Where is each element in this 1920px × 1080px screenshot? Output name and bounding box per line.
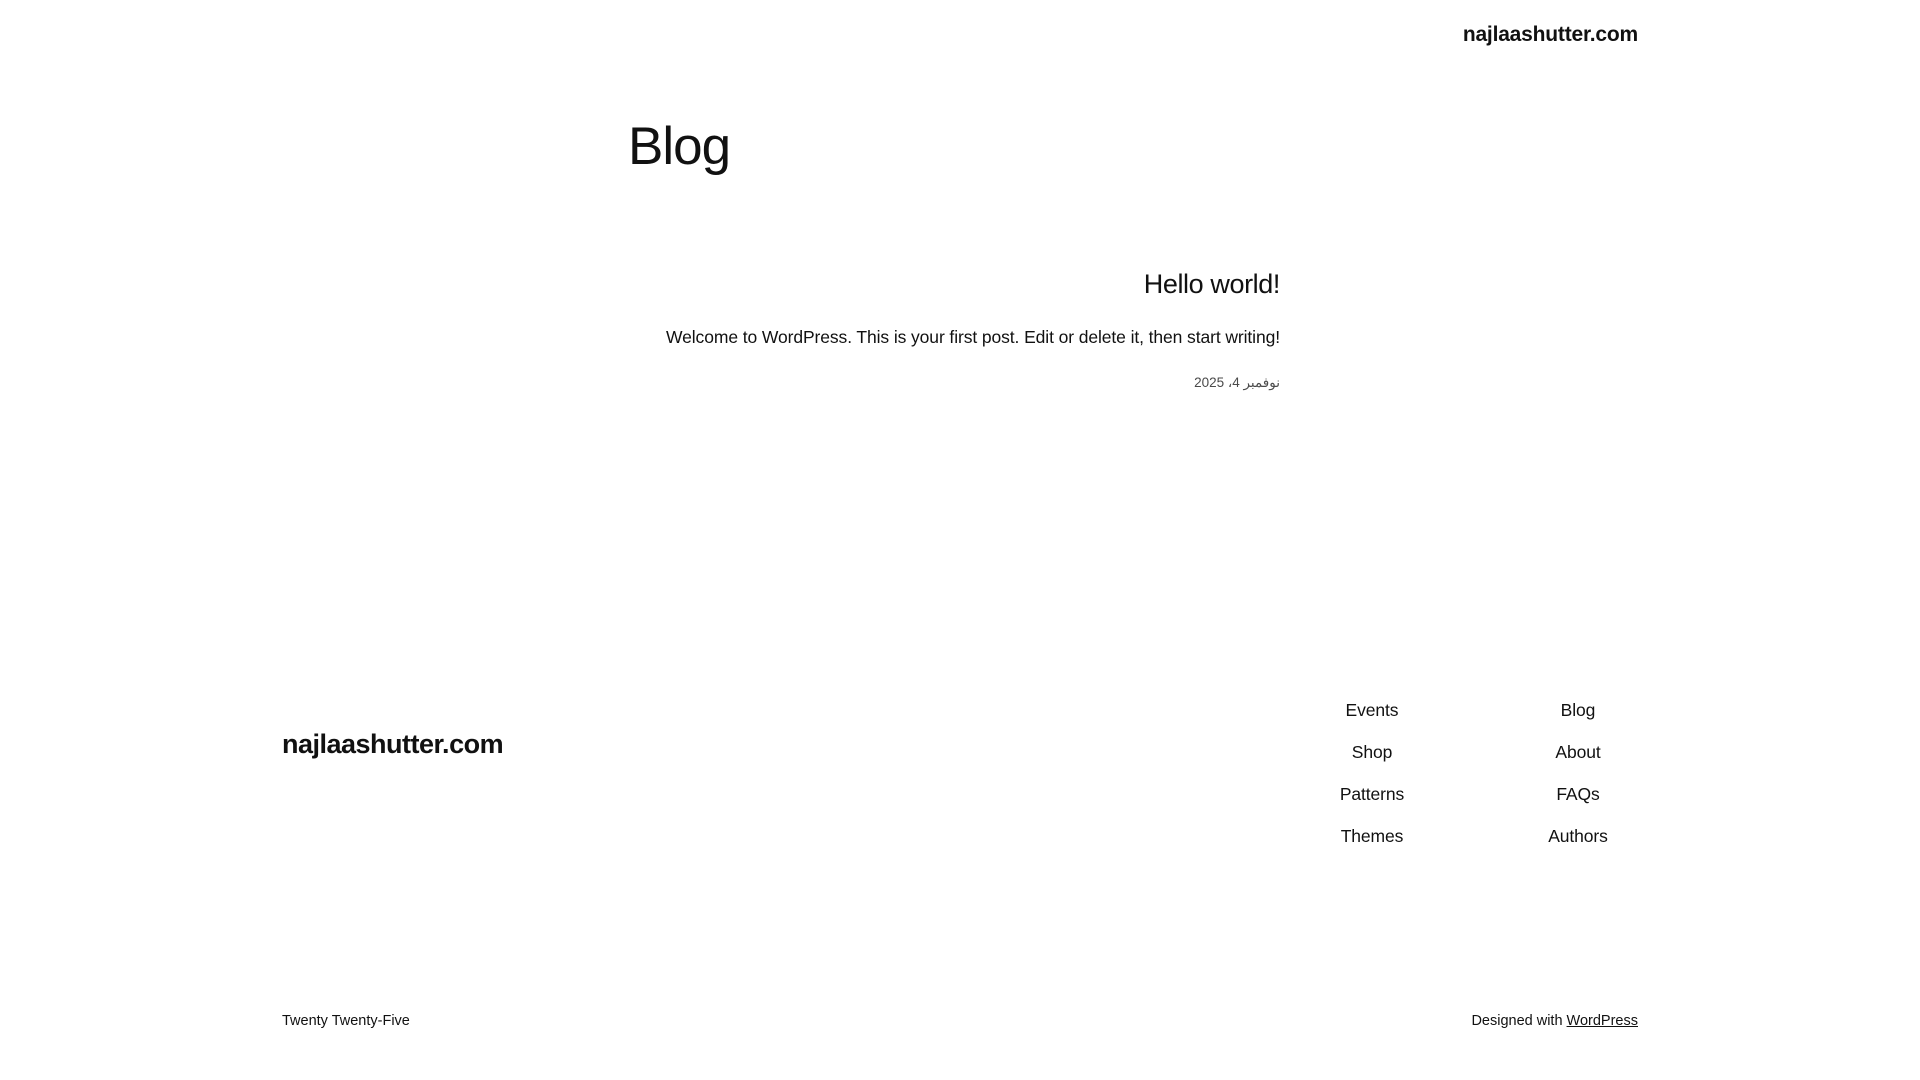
list-item — [1518, 700, 1638, 721]
footer-link-patterns[interactable]: Patterns — [1339, 784, 1405, 804]
footer-link-blog[interactable]: Blog — [1560, 700, 1596, 720]
footer-link-events[interactable]: Events — [1345, 700, 1399, 720]
footer-link-about[interactable]: About — [1555, 742, 1601, 762]
post-excerpt: !Welcome to WordPress. This is your first post. Edit or delete it, then start writing — [666, 327, 1280, 348]
post-item — [0, 267, 1280, 390]
footer-link-faqs[interactable]: FAQs — [1556, 784, 1600, 804]
footer-link-themes[interactable]: Themes — [1340, 826, 1404, 846]
page-title: Blog — [628, 117, 731, 176]
list-item — [1518, 784, 1638, 805]
footer-credit-text: Designed with — [1471, 1013, 1567, 1029]
list-item — [1312, 700, 1432, 721]
footer-navigation — [1312, 700, 1638, 868]
footer-nav-column-2 — [1312, 700, 1432, 868]
footer-theme-name: Twenty Twenty-Five — [282, 1013, 410, 1029]
footer-link-authors[interactable]: Authors — [1548, 826, 1608, 846]
list-item — [1518, 826, 1638, 847]
site-footer — [0, 700, 1920, 1029]
footer-top — [282, 700, 1638, 868]
footer-bottom — [282, 1013, 1638, 1029]
site-title-link[interactable]: najlaashutter.com — [1462, 23, 1638, 47]
post-list — [0, 267, 1920, 390]
list-item — [1312, 742, 1432, 763]
footer-nav-column-1 — [1518, 700, 1638, 868]
list-item — [1518, 742, 1638, 763]
site-header — [0, 0, 1920, 70]
post-date: نوفمبر 4، 2025 — [1194, 374, 1280, 390]
wordpress-link[interactable]: WordPress — [1566, 1013, 1638, 1029]
list-item — [1312, 826, 1432, 847]
post-title-link[interactable]: !Hello world — [1143, 269, 1280, 300]
footer-site-title: najlaashutter.com — [282, 729, 504, 759]
list-item — [1312, 784, 1432, 805]
post-title — [0, 267, 1280, 302]
main-content — [0, 118, 1920, 391]
footer-link-shop[interactable]: Shop — [1351, 742, 1393, 762]
footer-credit — [1471, 1013, 1638, 1029]
